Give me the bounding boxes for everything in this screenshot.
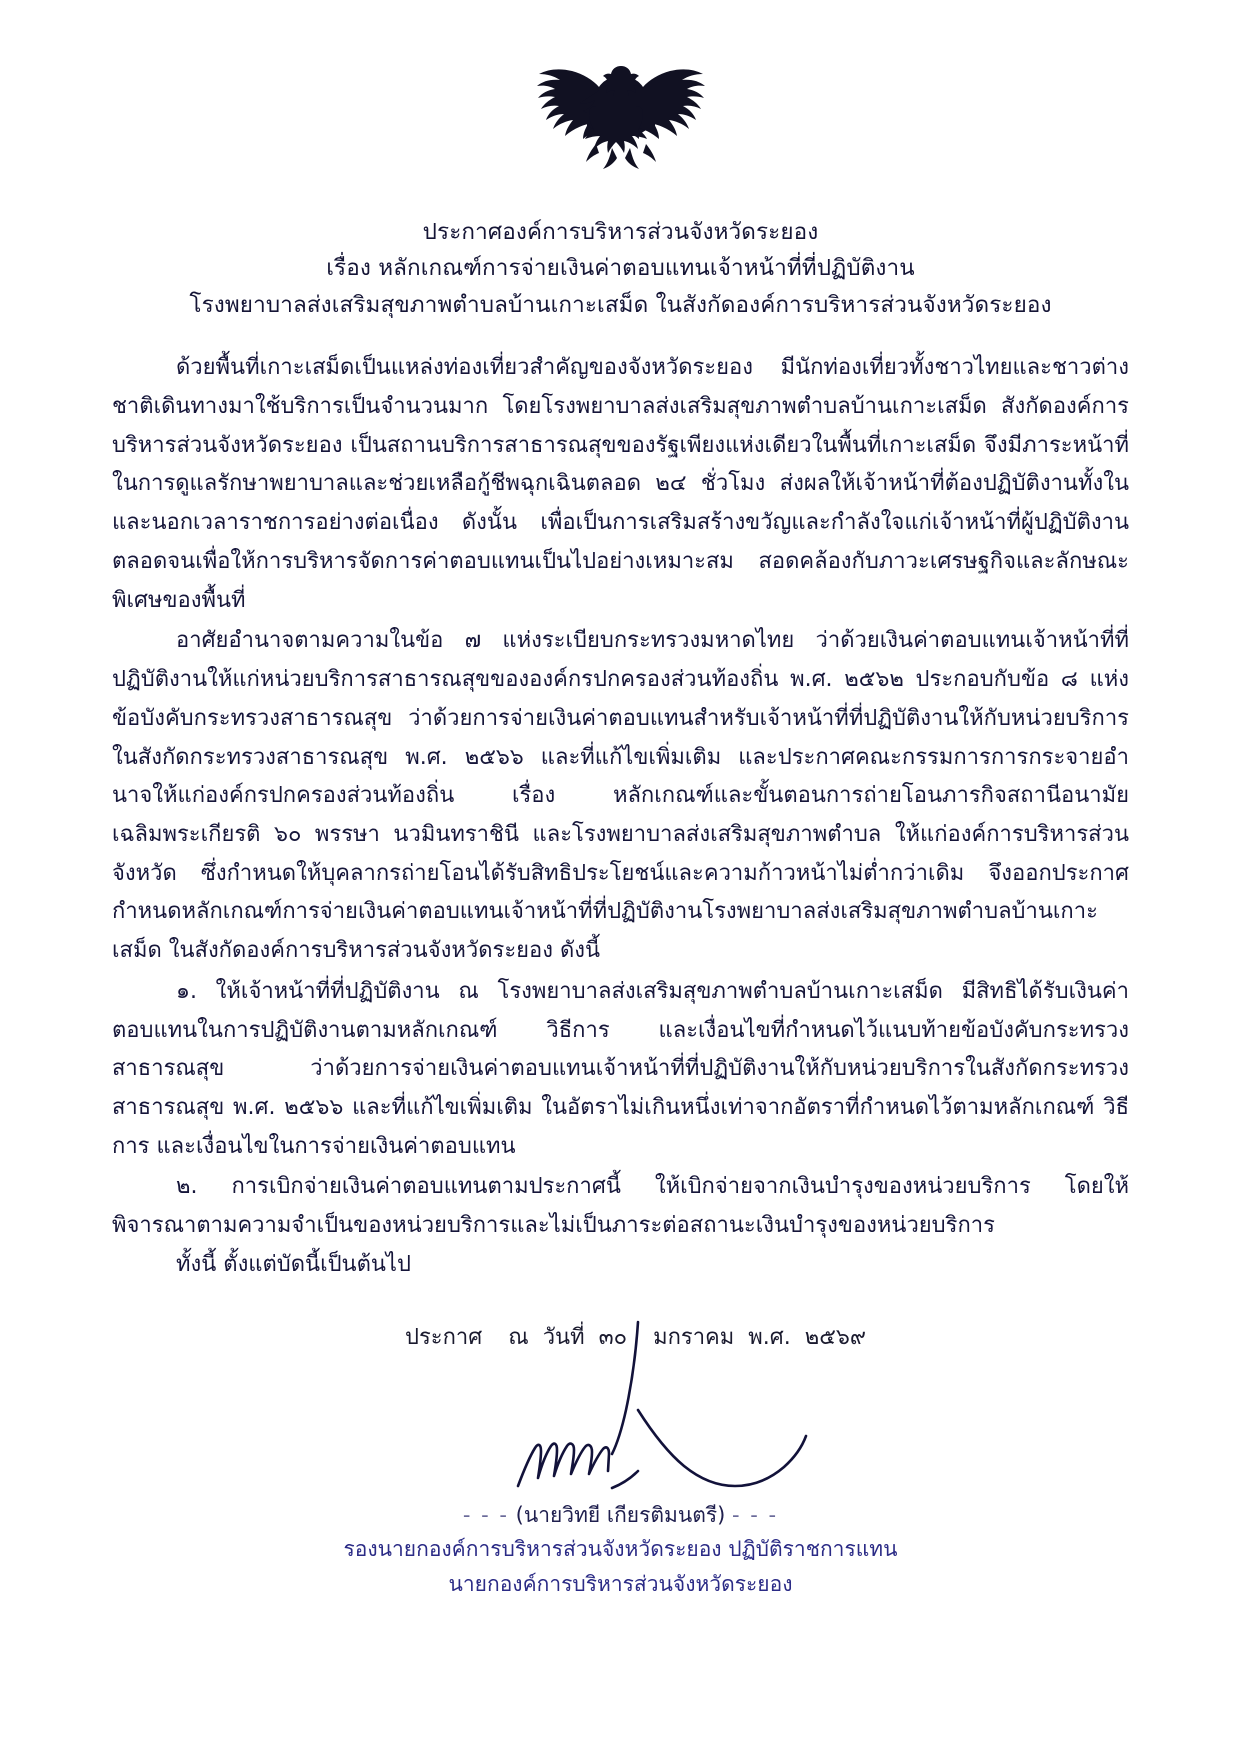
date-prefix: ประกาศ <box>405 1324 483 1350</box>
date-at: ณ <box>508 1324 529 1350</box>
clause-1: ๑. ให้เจ้าหน้าที่ที่ปฏิบัติงาน ณ โรงพยาบาลส่งเสริมสุขภาพตำบลบ้านเกาะเสม็ด มีสิทธิได้รับเงินค่าตอบแทนในการปฏิบัติงานตามหลักเกณฑ์ วิธีการ และเงื่อนไขที่กำหนดไว้แนบท้ายข้อบังคับกระทรวงสาธารณสุข ว่าด้วยการจ่ายเงินค่าตอบแทนเจ้าหน้าที่ที่ปฏิบัติงานให้กับหน่วยบริการในสังกัดกระทรวงสาธารณสุข พ.ศ. ๒๕๖๖ และที่แก้ไขเพิ่มเติม ในอัตราไม่เกินหนึ่งเท่าจากอัตราที่กำหนดไว้ตามหลักเกณฑ์ วิธีการ และเงื่อนไขในการจ่ายเงินค่าตอบแทน <box>112 978 1129 1159</box>
announcement-date <box>0 1319 1241 1354</box>
heading-line-3: โรงพยาบาลส่งเสริมสุขภาพตำบลบ้านเกาะเสม็ด ในสังกัดองค์การบริหารส่วนจังหวัดระยอง <box>189 291 1052 318</box>
date-year-label: พ.ศ. <box>748 1324 791 1350</box>
signer-role-2: นายกองค์การบริหารส่วนจังหวัดระยอง <box>448 1572 793 1597</box>
dots-left: - - - <box>462 1502 509 1527</box>
garuda-emblem <box>526 48 716 198</box>
paragraph-2: อาศัยอำนาจตามความในข้อ ๗ แห่งระเบียบกระทรวงมหาดไทย ว่าด้วยเงินค่าตอบแทนเจ้าหน้าที่ที่ปฏิบัติงานให้แก่หน่วยบริการสาธารณสุขขององค์กรปกครองส่วนท้องถิ่น พ.ศ. ๒๕๖๒ ประกอบกับข้อ ๘ แห่งข้อบังคับกระทรวงสาธารณสุข ว่าด้วยการจ่ายเงินค่าตอบแทนสำหรับเจ้าหน้าที่ที่ปฏิบัติงานให้กับหน่วยบริการในสังกัดกระทรวงสาธารณสุข พ.ศ. ๒๕๖๖ และที่แก้ไขเพิ่มเติม และประกาศคณะกรรมการการกระจายอำนาจให้แก่องค์กรปกครองส่วนท้องถิ่น เรื่อง หลักเกณฑ์และขั้นตอนการถ่ายโอนภารกิจสถานีอนามัยเฉลิมพระเกียรติ ๖๐ พรรษา นวมินทราชินี และโรงพยาบาลส่งเสริมสุขภาพตำบล ให้แก่องค์การบริหารส่วนจังหวัด ซึ่งกำหนดให้บุคลากรถ่ายโอนได้รับสิทธิประโยชน์และความก้าวหน้าไม่ต่ำกว่าเดิม จึงออกประกาศกำหนดหลักเกณฑ์การจ่ายเงินค่าตอบแทนเจ้าหน้าที่ที่ปฏิบัติงานโรงพยาบาลส่งเสริมสุขภาพตำบลบ้านเกาะเสม็ด ในสังกัดองค์การบริหารส่วนจังหวัดระยอง ดังนี้ <box>112 628 1129 964</box>
date-day: ๓๐ <box>598 1324 628 1350</box>
heading-line-1: ประกาศองค์การบริหารส่วนจังหวัดระยอง <box>422 219 819 245</box>
signature-block <box>0 1380 1241 1597</box>
emblem-container <box>0 0 1241 198</box>
date-month: มกราคม <box>653 1324 735 1350</box>
effective-date-note: ทั้งนี้ ตั้งแต่บัดนี้เป็นต้นไป <box>176 1251 411 1277</box>
signer-name-text: (นายวิทยี เกียรติมนตรี) <box>515 1502 726 1527</box>
dots-right: - - - <box>732 1502 779 1527</box>
page-title <box>0 214 1241 323</box>
signature-text <box>0 1498 1241 1603</box>
document-body <box>112 349 1129 1284</box>
signer-role-1: รองนายกองค์การบริหารส่วนจังหวัดระยอง ปฏิบัติราชการแทน <box>343 1537 898 1562</box>
date-year: ๒๕๖๙ <box>804 1324 866 1350</box>
date-day-label: วันที่ <box>542 1324 585 1350</box>
signer-name <box>0 1498 1241 1533</box>
heading-line-2: เรื่อง หลักเกณฑ์การจ่ายเงินค่าตอบแทนเจ้าหน้าที่ที่ปฏิบัติงาน <box>326 255 915 282</box>
paragraph-1: ด้วยพื้นที่เกาะเสม็ดเป็นแหล่งท่องเที่ยวสำคัญของจังหวัดระยอง มีนักท่องเที่ยวทั้งชาวไทยและชาวต่างชาติเดินทางมาใช้บริการเป็นจำนวนมาก โดยโรงพยาบาลส่งเสริมสุขภาพตำบลบ้านเกาะเสม็ด สังกัดองค์การบริหารส่วนจังหวัดระยอง เป็นสถานบริการสาธารณสุขของรัฐเพียงแห่งเดียวในพื้นที่เกาะเสม็ด จึงมีภาระหน้าที่ในการดูแลรักษาพยาบาลและช่วยเหลือกู้ชีพฉุกเฉินตลอด ๒๔ ชั่วโมง ส่งผลให้เจ้าหน้าที่ต้องปฏิบัติงานทั้งในและนอกเวลาราชการอย่างต่อเนื่อง ดังนั้น เพื่อเป็นการเสริมสร้างขวัญและกำลังใจแก่เจ้าหน้าที่ผู้ปฏิบัติงาน ตลอดจนเพื่อให้การบริหารจัดการค่าตอบแทนเป็นไปอย่างเหมาะสม สอดคล้องกับภาวะเศรษฐกิจและลักษณะพิเศษของพื้นที่ <box>112 355 1129 613</box>
clause-2: ๒. การเบิกจ่ายเงินค่าตอบแทนตามประกาศนี้ ให้เบิกจ่ายจากเงินบำรุงของหน่วยบริการ โดยให้พิจารณาตามความจำเป็นของหน่วยบริการและไม่เป็นภาระต่อสถานะเงินบำรุงของหน่วยบริการ <box>112 1174 1129 1239</box>
